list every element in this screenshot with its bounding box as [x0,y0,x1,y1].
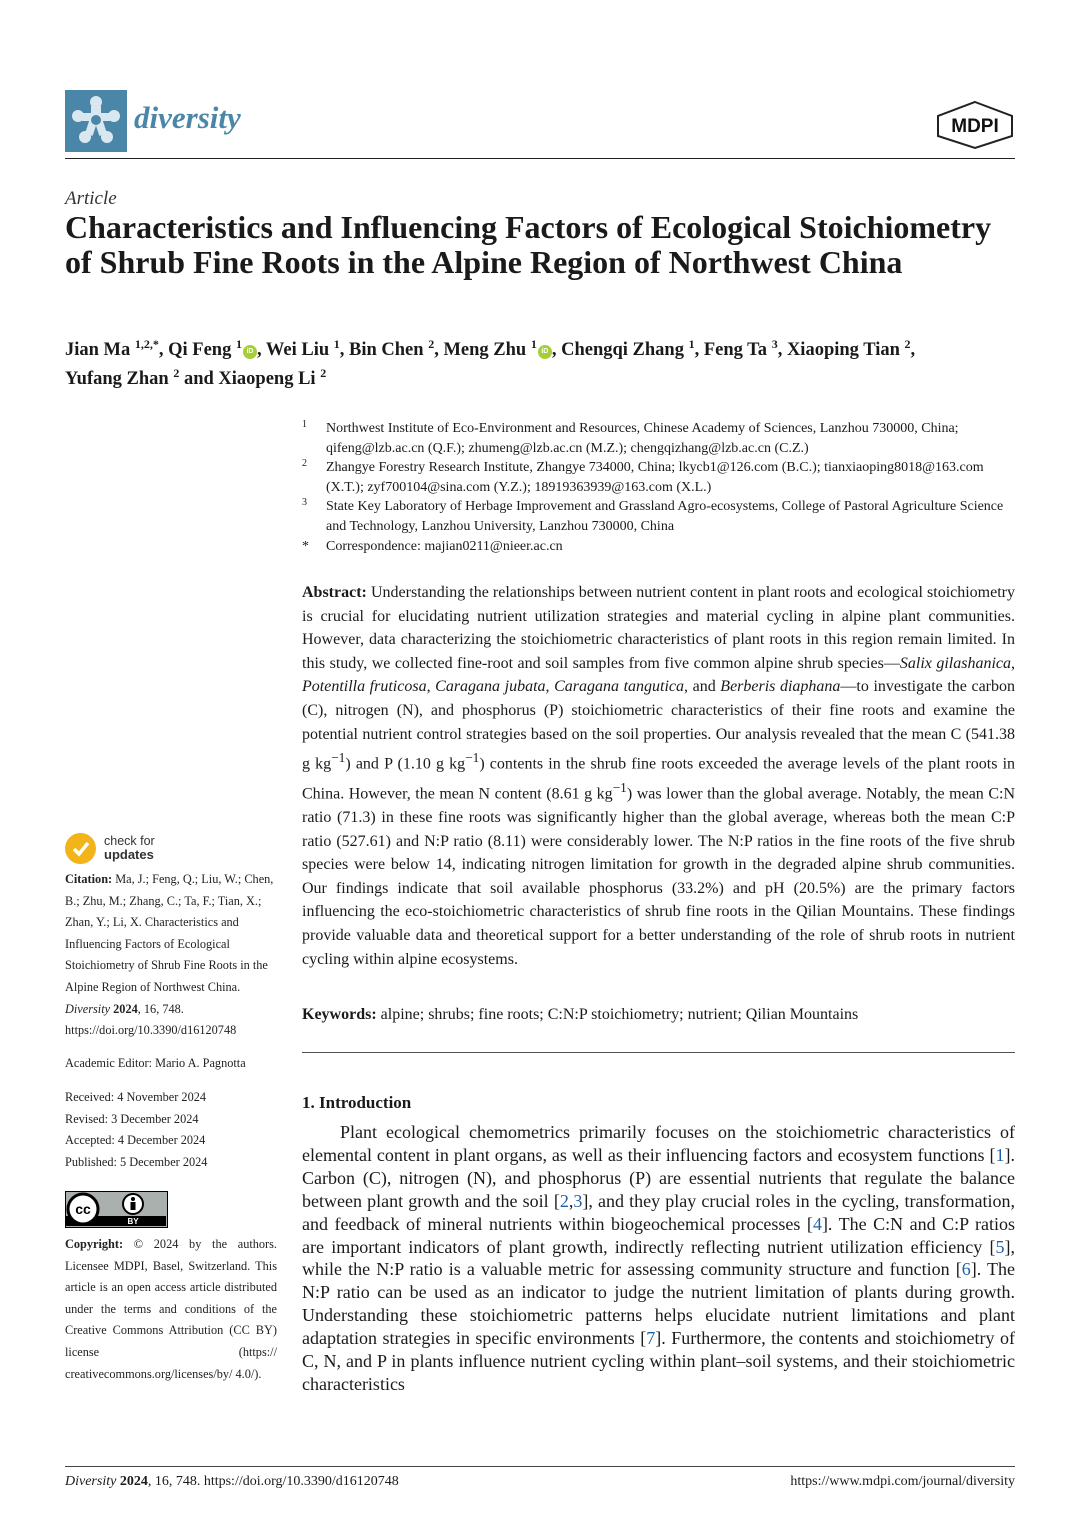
affiliation-mark: 3 [302,497,307,509]
author-affiliation-mark: 1 [688,337,695,351]
publisher-logo-icon [936,100,1014,150]
reference-link[interactable]: 5 [995,1236,1005,1257]
citation-year: 2024 [113,1001,138,1016]
affiliation-text: Correspondence: majian0211@nieer.ac.cn [326,538,563,554]
abstract-text: , [426,678,436,696]
affiliation-text: Zhangye Forestry Research Institute, Zhangye 734000, China; lkycb1@126.com (B.C.); tianxiaoping8018@163.com (X.T.); zyf700104@sina.com (Y.Z.); 18919363939@163.com (X.L.) [326,460,984,495]
author-name: Wei Liu [265,340,330,361]
affiliation-item [302,458,1014,497]
section-heading: 1. Introduction [302,1093,412,1112]
keywords-text: alpine; shrubs; fine roots; C:N:P stoichiometry; nutrient; Qilian Mountains [380,1006,859,1023]
author-name: Meng Zhu [443,340,527,361]
date-entry: Published: 5 December 2024 [65,1154,208,1169]
affiliation-item [302,419,1014,458]
intro-text: ]. Carbon (C), nitrogen (N), and phosphorus (P) are essential nutrients that regulate the balance between plant growth and the soil [ [302,1144,1015,1211]
citation-label: Citation: [65,872,113,886]
affiliations [302,419,1014,556]
affiliation-mark: 2 [302,458,307,470]
copyright-text: © 2024 by the authors. Licensee MDPI, Basel, Switzerland. This article is an open access article distributed under the terms and conditions of the Creative Commons Attribution (CC BY) license (https:// creativecommons.org/licenses/by/ 4.0/). [65,1237,278,1381]
abstract [302,581,1015,971]
copyright-notice [65,1234,277,1385]
article-type: Article [65,188,117,209]
author-affiliation-mark: 3 [771,337,778,351]
intro-text: ]. The C:N and C:P ratios are important indicators of plant growth, indirectly reflecting nutrient utilization efficiency [ [302,1213,1015,1257]
superscript: −1 [612,780,627,796]
author-affiliation-mark: 1 [530,337,537,351]
by-text: BY [127,1217,139,1226]
article-title: Characteristics and Influencing Factors of Ecological Stoichiometry of Shrub Fine Roots in the Alpine Region of Northwest China [65,209,992,280]
journal-logo-icon [65,90,127,152]
species-name: Berberis diaphana [720,678,841,696]
section-divider [302,1052,1015,1053]
species-name: Caragana jubata [435,678,546,696]
affiliation-mark: * [302,538,309,554]
footer-divider [65,1466,1015,1467]
reference-link[interactable]: 1 [995,1144,1005,1165]
author-affiliation-mark: 1,2,* [134,337,159,351]
header-divider [65,158,1015,159]
footer-doi[interactable]: , 16, 748. https://doi.org/10.3390/d16120748 [147,1474,399,1489]
affiliation-item [302,497,1014,536]
reference-link[interactable]: 2 [559,1190,569,1211]
abstract-text: , [1011,654,1016,672]
orcid-icon[interactable]: iD [243,345,257,359]
author-name: Xiaopeng Li [218,369,316,390]
intro-text: Plant ecological chemometrics primarily focuses on the stoichiometric characteristics of elemental content in plant organs, as well as their influencing factors and ecosystem functions [ [302,1122,1015,1165]
academic-editor: Academic Editor: Mario A. Pagnotta [65,1056,246,1070]
superscript: −1 [465,750,480,766]
reference-link[interactable]: 7 [646,1328,656,1349]
affiliation-mark: 1 [302,419,307,430]
affiliation-item [302,537,1014,557]
checkmark-icon [65,833,96,864]
intro-text: ], and they play crucial roles in the cycling, transformation, and feedback of mineral nutrients within biogeochemical processes [ [302,1190,1016,1234]
publication-dates [65,1087,277,1173]
author-affiliation-mark: 1 [333,337,340,351]
author-name: Feng Ta [703,340,768,361]
date-entry: Received: 4 November 2024 [65,1090,207,1104]
date-entry: Accepted: 4 December 2024 [65,1133,206,1148]
abstract-text: ) was lower than the global average. Notably, the mean C:N ratio (71.3) in these fine roots was significantly higher than the global average, whereas both the mean C:P ratio (527.61) and N:P ratio (8.11) were considerably lower. The N:P ratios in the fine roots of the five shrub species were below 14, indicating nitrogen limitation for growth in the degraded alpine shrub communities. Our findings indicate that soil available phosphorus (33.2%) and pH (20.5%) are the primary factors influencing the eco-stoichiometric characteristics of shrub fine roots in the Qilian Mountains. These findings provide valuable data and theoretical support for a better understanding of the role of shrub roots in nutrient cycling within alpine ecosystems. [302,785,1016,968]
superscript: −1 [331,750,346,766]
author-name: Chengqi Zhang [561,340,684,361]
citation [65,869,277,1042]
introduction-paragraph [302,1121,1015,1396]
copyright-label: Copyright: [65,1237,124,1251]
species-name: Salix gilashanica [899,654,1012,672]
intro-text: ], while the N:P ratio is a valuable metric for assessing community structure and function [ [302,1236,1015,1280]
check-updates-line2: updates [104,847,154,862]
author-affiliation-mark: 2 [173,366,180,381]
intro-text: ]. Furthermore, the contents and stoichiometry of C, N, and P in plants influence nutrient cycling within plant–soil systems, and their stoichiometric characteristics [302,1328,1015,1394]
keywords-label: Keywords: [302,1006,377,1023]
footer-journal-url[interactable]: https://www.mdpi.com/journal/diversity [790,1474,1015,1489]
author-affiliation-mark: 2 [320,366,327,381]
reference-link[interactable]: 3 [573,1190,583,1211]
author-affiliation-mark: 2 [904,337,911,351]
keywords [302,1003,1015,1026]
cc-text: cc [75,1201,91,1217]
author-list: Jian Ma $^{1,2,*}$, Qi Feng $^1$iD , Wei Liu $^1$, Bin Chen $^2$, Meng Zhu $^1$iD , Chengqi Zhang $^1$, Feng Ta $^3$, Xiaoping Tian $^2$, Yufang Zhan $^2$ and Xiaopeng Li $^2$ [65,337,916,390]
journal-name: diversity [134,100,241,135]
species-name: Potentilla fruticosa [302,678,427,696]
affiliation-text: State Key Laboratory of Herbage Improvement and Grassland Agro-ecosystems, College of Pastoral Agriculture Science and Technology, Lanzhou University, Lanzhou 730000, China [326,499,1004,534]
species-name: Caragana tangutica [554,678,685,696]
abstract-text: ) contents in the shrub fine roots exceeded the average levels of the plant roots in China. However, the mean N content (8.61 g kg [302,755,1016,803]
author-affiliation-mark: 2 [428,337,435,351]
abstract-text: Understanding the relationships between nutrient content in plant roots and ecological stoichiometry is crucial for elucidating nutrient utilization strategies and material cycling in alpine plant communities. However, data characterizing the stoichiometric characteristics of plant roots in this region remain limited. In this study, we collected fine-root and soil samples from five common alpine shrub species— [302,584,1016,672]
author-name: Xiaoping Tian [786,340,900,361]
abstract-text: , [545,678,555,696]
affiliation-text: Northwest Institute of Eco-Environment and Resources, Chinese Academy of Sciences, Lanzhou 730000, China; qifeng@lzb.ac.cn (Q.F.); zhumeng@lzb.ac.cn (M.Z.); chengqizhang@lzb.ac.cn (C.Z.) [326,421,959,456]
footer-journal: Diversity [65,1474,117,1489]
cc-license-badge[interactable] [65,1191,168,1228]
author-name: Qi Feng [168,340,232,361]
citation-journal: Diversity [65,1001,111,1016]
footer-year: 2024 [119,1474,148,1489]
intro-text: ]. The N:P ratio can be used as an indicator to judge the nutrient limitation of plants during growth. Understanding these stoichiometric patterns helps elucidate nutrient limitations and plant adaptation strategies in specific environments [ [302,1259,1015,1349]
check-updates-line1: check for [104,834,155,848]
publisher-name: MDPI [951,116,999,137]
check-for-updates-badge[interactable] [65,833,155,864]
citation-text: Ma, J.; Feng, Q.; Liu, W.; Chen, B.; Zhu, M.; Zhang, C.; Ta, F.; Tian, X.; Zhan, Y.; Li, X. Characteristics and Influencing Factors of Ecological Stoichiometry of Shrub Fine Roots in the Alpine Region of Northwest China. [65,872,274,994]
author-name: Yufang Zhan [65,369,169,390]
intro-text: , [568,1190,574,1211]
author-affiliation-mark: 1 [235,337,242,351]
abstract-text: , and [684,678,721,696]
citation-doi[interactable]: , 16, 748. https://doi.org/10.3390/d16120748 [65,1001,237,1038]
reference-link[interactable]: 6 [961,1259,971,1280]
footer-citation [65,1474,399,1490]
author-name: Jian Ma [65,340,131,361]
date-entry: Revised: 3 December 2024 [65,1111,199,1126]
author-name: Bin Chen [349,340,424,361]
reference-link[interactable]: 4 [812,1213,822,1234]
abstract-text: —to investigate the carbon (C), nitrogen (N), and phosphorus (P) stoichiometric characteristics of their fine roots and examine the potential nutrient control strategies based on the soil properties. Our analysis revealed that the mean C (541.38 g kg [302,678,1015,773]
orcid-icon[interactable]: iD [538,345,552,359]
abstract-label: Abstract: [302,584,367,601]
abstract-text: ) and P (1.10 g kg [345,755,466,773]
